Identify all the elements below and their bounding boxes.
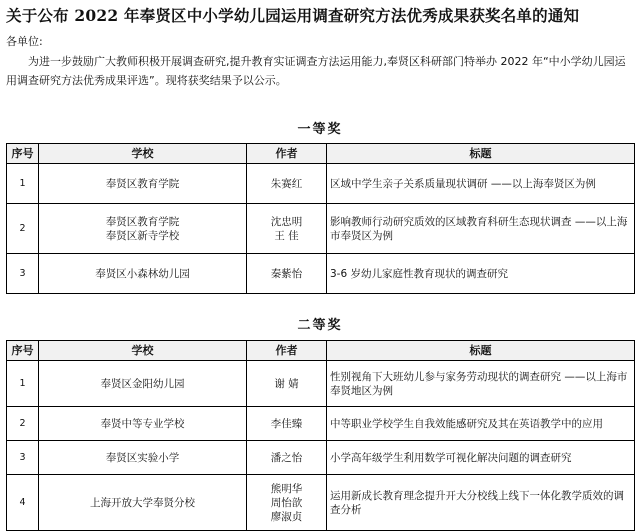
second-prize-heading: 二等奖 [297, 318, 343, 333]
author-name: 周怡歆 [270, 496, 303, 509]
cell-title: 性别视角下大班幼儿参与家务劳动现状的调查研究 ——以上海市奉贤地区为例 [327, 361, 635, 407]
cell-author [247, 441, 327, 475]
header-title: 标题 [327, 144, 635, 164]
salutation: 各单位: [6, 35, 43, 48]
header-author: 作者 [247, 341, 327, 361]
table-row [7, 254, 635, 294]
school-name: 奉贤区新寺学校 [105, 229, 180, 242]
document-title: 关于公布 2022 年奉贤区中小学幼儿园运用调查研究方法优秀成果获奖名单的通知 [6, 6, 580, 25]
cell-author [247, 204, 327, 254]
author-name: 秦紫怡 [270, 267, 303, 280]
school-name: 奉贤区实验小学 [105, 451, 180, 464]
header-no: 序号 [7, 341, 39, 361]
cell-author [247, 361, 327, 407]
cell-title: 运用新成长教育理念提升开大分校线上线下一体化教学质效的调查分析 [327, 475, 635, 531]
cell-title: 小学高年级学生利用数学可视化解决问题的调查研究 [327, 441, 635, 475]
school-name: 奉贤中等专业学校 [100, 417, 185, 430]
school-name: 奉贤区教育学院 [105, 177, 180, 190]
school-name: 上海开放大学奉贤分校 [90, 496, 195, 509]
cell-school [39, 204, 247, 254]
school-name: 奉贤区金阳幼儿园 [100, 377, 185, 390]
author-name: 廖淑贞 [270, 510, 303, 523]
header-author: 作者 [247, 144, 327, 164]
table-row [7, 204, 635, 254]
header-school: 学校 [39, 341, 247, 361]
cell-author [247, 254, 327, 294]
table-row [7, 164, 635, 204]
table-row [7, 475, 635, 531]
cell-school [39, 164, 247, 204]
cell-school [39, 407, 247, 441]
cell-no: 2 [7, 204, 39, 254]
author-name: 沈忠明 [270, 215, 303, 228]
table-header-row [7, 341, 635, 361]
header-no: 序号 [7, 144, 39, 164]
cell-no: 3 [7, 254, 39, 294]
author-name: 熊明华 [270, 482, 303, 495]
cell-author [247, 475, 327, 531]
cell-no: 1 [7, 361, 39, 407]
author-name: 李佳臻 [270, 417, 303, 430]
table-row [7, 407, 635, 441]
cell-school [39, 361, 247, 407]
cell-no: 4 [7, 475, 39, 531]
second-prize-table [6, 340, 635, 531]
author-name: 朱赛红 [270, 177, 303, 190]
cell-no: 2 [7, 407, 39, 441]
cell-author [247, 164, 327, 204]
table-row [7, 441, 635, 475]
header-school: 学校 [39, 144, 247, 164]
school-name: 奉贤区教育学院 [105, 215, 180, 228]
school-name: 奉贤区小森林幼儿园 [95, 267, 190, 280]
intro-paragraph: 为进一步鼓励广大教师积极开展调查研究,提升教育实证调查方法运用能力,奉贤区科研部门特举办 2022 年“中小学幼儿园运用调查研究方法优秀成果评选”。现将获奖结果予以公示。 [6, 55, 626, 87]
author-name: 潘之怡 [270, 451, 303, 464]
table-row [7, 361, 635, 407]
cell-school [39, 441, 247, 475]
second-prize-body [7, 361, 635, 531]
cell-no: 3 [7, 441, 39, 475]
cell-author [247, 407, 327, 441]
cell-school [39, 475, 247, 531]
cell-school [39, 254, 247, 294]
first-prize-heading: 一等奖 [297, 122, 343, 137]
first-prize-body [7, 164, 635, 294]
cell-title: 3-6 岁幼儿家庭性教育现状的调查研究 [327, 254, 635, 294]
author-name: 王 佳 [274, 229, 299, 242]
table-header-row [7, 144, 635, 164]
cell-title: 区域中学生亲子关系质量现状调研 ——以上海奉贤区为例 [327, 164, 635, 204]
cell-no: 1 [7, 164, 39, 204]
author-name: 谢 婧 [274, 377, 299, 390]
first-prize-table [6, 143, 635, 294]
cell-title: 影响教师行动研究质效的区域教育科研生态现状调查 ——以上海市奉贤区为例 [327, 204, 635, 254]
cell-title: 中等职业学校学生自我效能感研究及其在英语教学中的应用 [327, 407, 635, 441]
header-title: 标题 [327, 341, 635, 361]
